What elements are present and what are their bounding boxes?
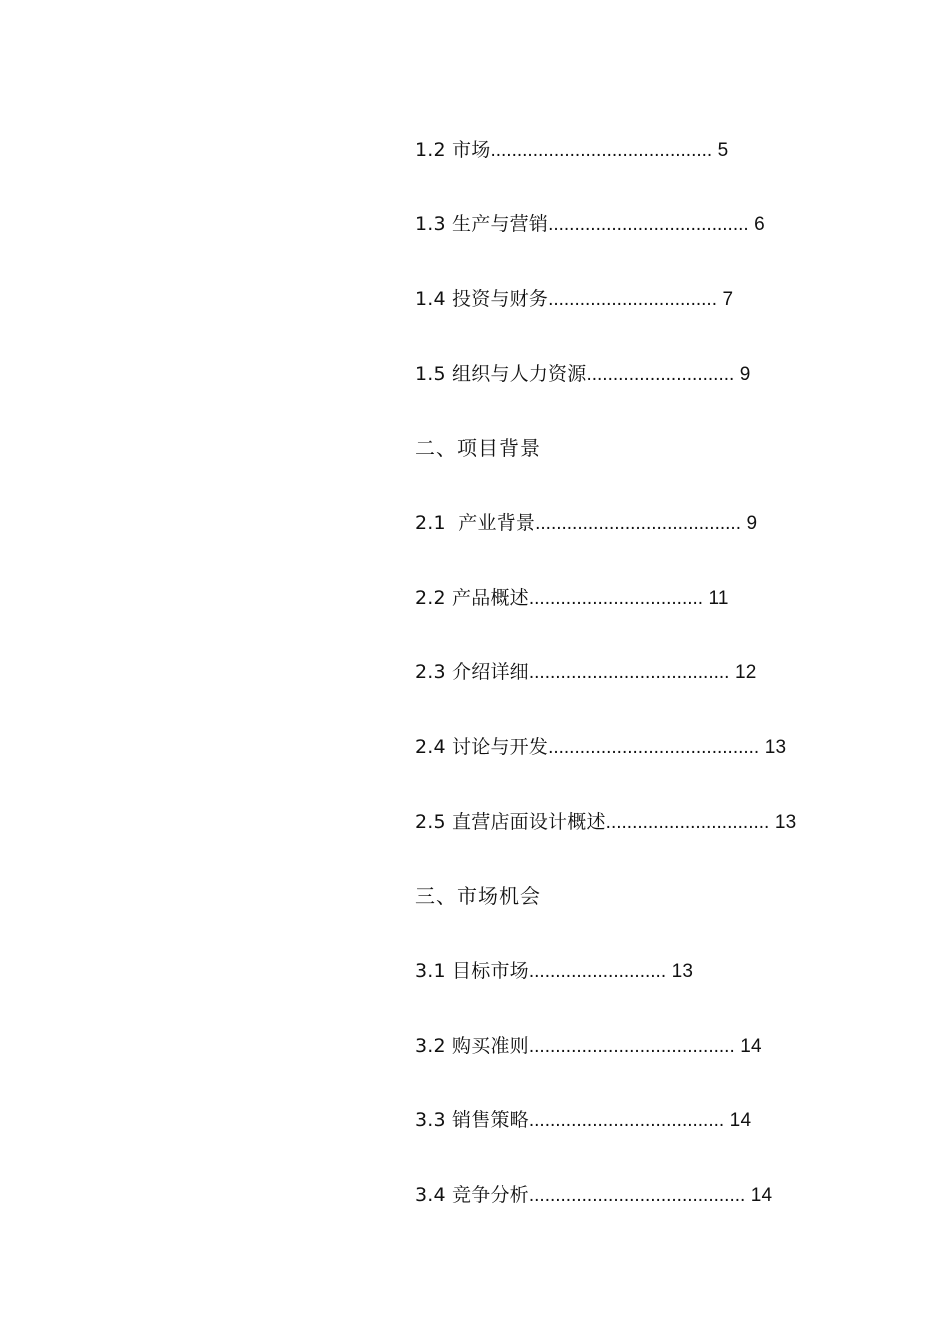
toc-entry-2-3 <box>415 660 757 685</box>
toc-page-number: 6 <box>754 214 765 235</box>
toc-leader-dots: ....................................... <box>535 513 741 534</box>
toc-entry-title: 1.3 生产与营销 <box>415 213 549 235</box>
toc-entry-title: 3.4 竞争分析 <box>415 1184 529 1206</box>
toc-page-number: 13 <box>774 812 797 833</box>
toc-leader-dots: ...................................... <box>548 214 749 235</box>
toc-entry-title: 2.4 讨论与开发 <box>415 736 549 758</box>
toc-leader-dots: ...................................... <box>528 662 730 683</box>
toc-entry-3-2 <box>415 1034 762 1059</box>
toc-leader-dots: .......................... <box>528 961 667 982</box>
toc-page-number: 9 <box>746 513 758 534</box>
toc-page-number: 7 <box>722 289 734 310</box>
toc-leader-dots: ................................ <box>548 289 717 310</box>
toc-entry-title: 3.3 销售策略 <box>415 1109 529 1131</box>
toc-entry-title: 3.1 目标市场 <box>415 960 529 982</box>
toc-entry-1-2 <box>415 138 728 163</box>
toc-leader-dots: ........................................ <box>548 737 760 758</box>
toc-leader-dots: ................................. <box>528 588 704 609</box>
toc-entry-title: 2.2 产品概述 <box>415 587 529 609</box>
toc-leader-dots: ..................................... <box>528 1110 725 1131</box>
toc-leader-dots: ............................... <box>605 812 770 833</box>
toc-entry-1-3 <box>415 212 765 237</box>
toc-entry-3-1 <box>415 959 693 984</box>
toc-page-number: 14 <box>750 1185 773 1206</box>
toc-page-number: 13 <box>671 961 694 982</box>
toc-section-heading-2: 二、项目背景 <box>415 436 541 460</box>
toc-entry-title: 2.3 介绍详细 <box>415 661 529 683</box>
toc-page-number: 14 <box>729 1110 752 1131</box>
toc-entry-title: 1.4 投资与财务 <box>415 288 549 310</box>
toc-entry-title: 1.2 市场 <box>415 139 491 161</box>
toc-entry-2-4 <box>415 735 786 760</box>
toc-leader-dots: ......................................... <box>528 1185 746 1206</box>
toc-page-number: 11 <box>708 588 729 609</box>
toc-entry-title: 2.1 产业背景 <box>415 512 536 534</box>
toc-section-heading-3: 三、市场机会 <box>415 884 541 908</box>
toc-entry-1-4 <box>415 287 733 312</box>
toc-leader-dots: ............................ <box>586 364 735 385</box>
toc-entry-3-3 <box>415 1108 751 1133</box>
toc-page-number: 13 <box>764 737 787 758</box>
toc-leader-dots: ....................................... <box>528 1036 735 1057</box>
toc-leader-dots: .......................................... <box>490 140 713 161</box>
toc-entry-2-5 <box>415 810 796 835</box>
toc-entry-title: 1.5 组织与人力资源 <box>415 363 587 385</box>
toc-entry-3-4 <box>415 1183 772 1208</box>
toc-entry-title: 3.2 购买准则 <box>415 1035 529 1057</box>
toc-entry-2-1 <box>415 511 757 536</box>
toc-page-number: 5 <box>717 140 729 161</box>
toc-entry-2-2 <box>415 586 729 611</box>
toc-page-number: 12 <box>734 662 757 683</box>
toc-entry-1-5 <box>415 362 751 387</box>
toc-page-number: 14 <box>740 1036 762 1057</box>
toc-page-number: 9 <box>739 364 751 385</box>
toc-entry-title: 2.5 直营店面设计概述 <box>415 811 606 833</box>
